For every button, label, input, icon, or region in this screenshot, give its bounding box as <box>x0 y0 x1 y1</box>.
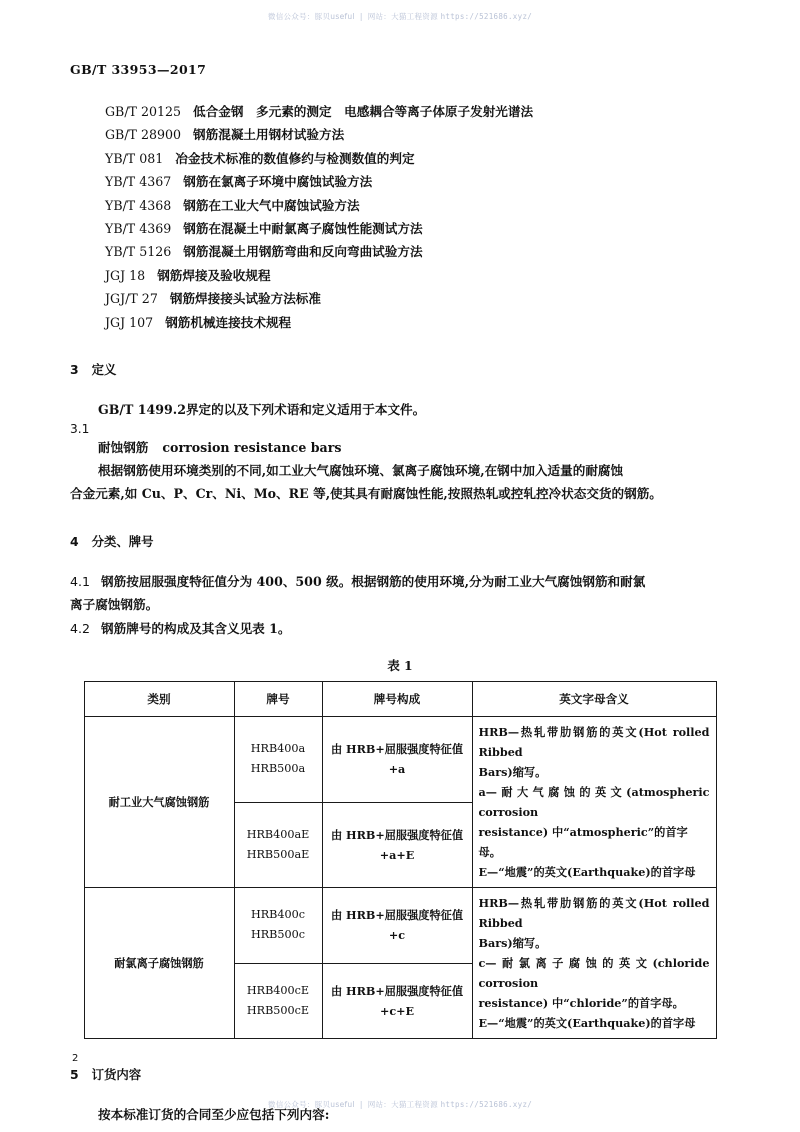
clause-4-1-number: 4.1 <box>70 573 91 589</box>
table-header-letter-meaning: 英文字母含义 <box>472 682 716 717</box>
grade-value: HRB500a <box>250 762 306 776</box>
composition-line: +a+E <box>379 847 415 862</box>
clause-4-2 <box>70 617 730 641</box>
grade-value: HRB500aE <box>246 847 310 861</box>
reference-title: 钢筋在工业大气中腐蚀试验方法 <box>183 197 360 213</box>
section-5-number: 5 <box>70 1067 79 1083</box>
reference-item <box>70 217 730 240</box>
reference-title: 钢筋混凝土用钢材试验方法 <box>193 127 345 143</box>
definition-paragraph-line-1: 根据钢筋使用环境类别的不同,如工业大气腐蚀环境、氯离子腐蚀环境,在钢中加入适量的耐腐蚀 <box>98 462 624 478</box>
composition-line: 由 HRB+屈服强度特征值 <box>330 983 464 998</box>
section-heading-4 <box>70 532 730 550</box>
reference-item <box>70 194 730 217</box>
term-definition-line <box>70 436 730 459</box>
subclause-3-1-number: 3.1 <box>70 421 90 436</box>
grade-value: HRB400cE <box>246 983 310 997</box>
table-cell-grade <box>234 888 322 964</box>
table-cell-grade <box>234 963 322 1039</box>
meaning-line: Bars)缩写。 <box>478 936 547 951</box>
meaning-line: Bars)缩写。 <box>478 765 547 780</box>
table-cell-grade <box>234 802 322 888</box>
reference-code: YB/T 081 <box>105 150 164 166</box>
composition-line: +c <box>388 928 406 943</box>
reference-code: YB/T 4367 <box>105 174 172 190</box>
section-3-number: 3 <box>70 362 79 378</box>
section-3-intro-paragraph: GB/T 1499.2界定的以及下列术语和定义适用于本文件。 <box>98 402 426 418</box>
section-4-title: 分类、牌号 <box>91 533 154 549</box>
meaning-line: resistance) 中“chloride”的首字母。 <box>478 996 684 1011</box>
reference-title: 钢筋焊接接头试验方法标准 <box>169 291 321 307</box>
reference-title: 钢筋在混凝土中耐氯离子腐蚀性能测试方法 <box>183 221 423 237</box>
grade-value: HRB400c <box>250 908 306 922</box>
table-row <box>84 888 716 964</box>
term-english: corrosion resistance bars <box>162 439 342 455</box>
table-1-caption: 表 1 <box>387 658 413 674</box>
watermark-wechat: 微信公众号：豚贝useful <box>267 12 355 21</box>
table-cell-composition <box>322 717 472 803</box>
composition-line: 由 HRB+屈服强度特征值 <box>330 908 464 923</box>
table-header-category: 类别 <box>84 682 234 717</box>
meaning-line: E—“地震”的英文(Earthquake)的首字母 <box>478 1016 696 1031</box>
reference-title: 钢筋焊接及验收规程 <box>157 267 271 283</box>
meaning-line: E—“地震”的英文(Earthquake)的首字母 <box>478 865 696 880</box>
table-cell-grade <box>234 717 322 803</box>
meaning-line: HRB—热轧带肋钢筋的英文(Hot rolled Ribbed <box>478 725 710 760</box>
section-5-title: 订货内容 <box>91 1067 142 1083</box>
grade-value: HRB500cE <box>246 1003 310 1017</box>
term-chinese: 耐蚀钢筋 <box>98 439 149 455</box>
meaning-line: c—耐氯离子腐蚀的英文(chloride corrosion <box>478 956 710 991</box>
reference-item <box>70 287 730 310</box>
reference-code: JGJ/T 27 <box>105 291 158 307</box>
watermark-wechat: 微信公众号：豚贝useful <box>267 1100 355 1109</box>
reference-title: 钢筋机械连接技术规程 <box>165 314 292 330</box>
table-cell-composition <box>322 888 472 964</box>
section-5-intro-paragraph: 按本标准订货的合同至少应包括下列内容: <box>98 1107 330 1123</box>
reference-code: JGJ 107 <box>105 314 154 330</box>
reference-title: 钢筋在氯离子环境中腐蚀试验方法 <box>183 174 373 190</box>
definition-paragraph-line-2: 合金元素,如 Cu、P、Cr、Ni、Mo、RE 等,使其具有耐腐蚀性能,按照热轧或控轧控冷状态交货的钢筋。 <box>70 486 662 502</box>
watermark-url: https://521686.xyz/ <box>440 1100 533 1109</box>
table-cell-composition <box>322 963 472 1039</box>
reference-code: YB/T 5126 <box>105 244 172 260</box>
document-header-standard-code: GB/T 33953—2017 <box>70 62 207 77</box>
reference-code: JGJ 18 <box>105 267 146 283</box>
composition-line: 由 HRB+屈服强度特征值 <box>330 742 464 757</box>
table-header-row <box>84 682 716 717</box>
reference-item <box>70 123 730 146</box>
reference-code: YB/T 4369 <box>105 221 172 237</box>
reference-item <box>70 147 730 170</box>
section-4-number: 4 <box>70 533 79 549</box>
clause-4-1-line-2: 离子腐蚀钢筋。 <box>70 597 159 613</box>
watermark-site: 网站：大猫工程资源 <box>367 1100 438 1109</box>
table-1-grade-designations <box>84 681 717 1039</box>
composition-line: 由 HRB+屈服强度特征值 <box>330 827 464 842</box>
table-cell-letter-meaning <box>472 717 716 888</box>
watermark-separator: | <box>359 1100 363 1109</box>
watermark-top <box>0 11 800 22</box>
spacer <box>70 378 730 398</box>
clause-4-2-number: 4.2 <box>70 620 91 636</box>
table-row <box>84 717 716 803</box>
reference-code: YB/T 4368 <box>105 197 172 213</box>
watermark-site: 网站：大猫工程资源 <box>367 12 438 21</box>
page-content <box>70 100 730 1127</box>
table-header-grade: 牌号 <box>234 682 322 717</box>
table-cell-letter-meaning <box>472 888 716 1039</box>
reference-item <box>70 100 730 123</box>
meaning-line: HRB—热轧带肋钢筋的英文(Hot rolled Ribbed <box>478 896 710 931</box>
reference-item <box>70 240 730 263</box>
reference-code: GB/T 28900 <box>105 127 182 143</box>
reference-title: 钢筋混凝土用钢筋弯曲和反向弯曲试验方法 <box>183 244 423 260</box>
section-heading-3 <box>70 360 730 378</box>
reference-title: 冶金技术标准的数值修约与检测数值的判定 <box>175 150 415 166</box>
grade-value: HRB500c <box>250 928 306 942</box>
grade-value: HRB400aE <box>246 827 310 841</box>
spacer <box>70 550 730 570</box>
reference-item <box>70 264 730 287</box>
clause-4-1-text: 钢筋按屈服强度特征值分为 400、500 级。根据钢筋的使用环境,分为耐工业大气腐蚀钢筋和耐氯 <box>101 573 646 589</box>
reference-title: 低合金钢 多元素的测定 电感耦合等离子体原子发射光谱法 <box>193 104 534 119</box>
reference-item <box>70 170 730 193</box>
clause-4-1-line-1 <box>70 570 730 594</box>
grade-value: HRB400a <box>250 742 306 756</box>
section-3-title: 定义 <box>91 362 117 378</box>
composition-line: +c+E <box>379 1003 415 1018</box>
watermark-url: https://521686.xyz/ <box>440 12 533 21</box>
clause-4-2-text: 钢筋牌号的构成及其含义见表 1。 <box>101 620 291 636</box>
reference-code: GB/T 20125 <box>105 104 182 119</box>
table-cell-composition <box>322 802 472 888</box>
meaning-line: a—耐大气腐蚀的英文(atmospheric corrosion <box>478 785 710 820</box>
composition-line: +a <box>388 762 406 777</box>
table-cell-category: 耐工业大气腐蚀钢筋 <box>84 717 234 888</box>
page-number: 2 <box>72 1053 79 1064</box>
section-heading-5 <box>70 1065 730 1083</box>
table-cell-category: 耐氯离子腐蚀钢筋 <box>84 888 234 1039</box>
table-header-composition: 牌号构成 <box>322 682 472 717</box>
meaning-line: resistance) 中“atmospheric”的首字母。 <box>478 825 688 860</box>
reference-item <box>70 311 730 334</box>
watermark-separator: | <box>359 12 363 21</box>
watermark-bottom <box>0 1099 800 1110</box>
normative-references-list <box>70 100 730 334</box>
